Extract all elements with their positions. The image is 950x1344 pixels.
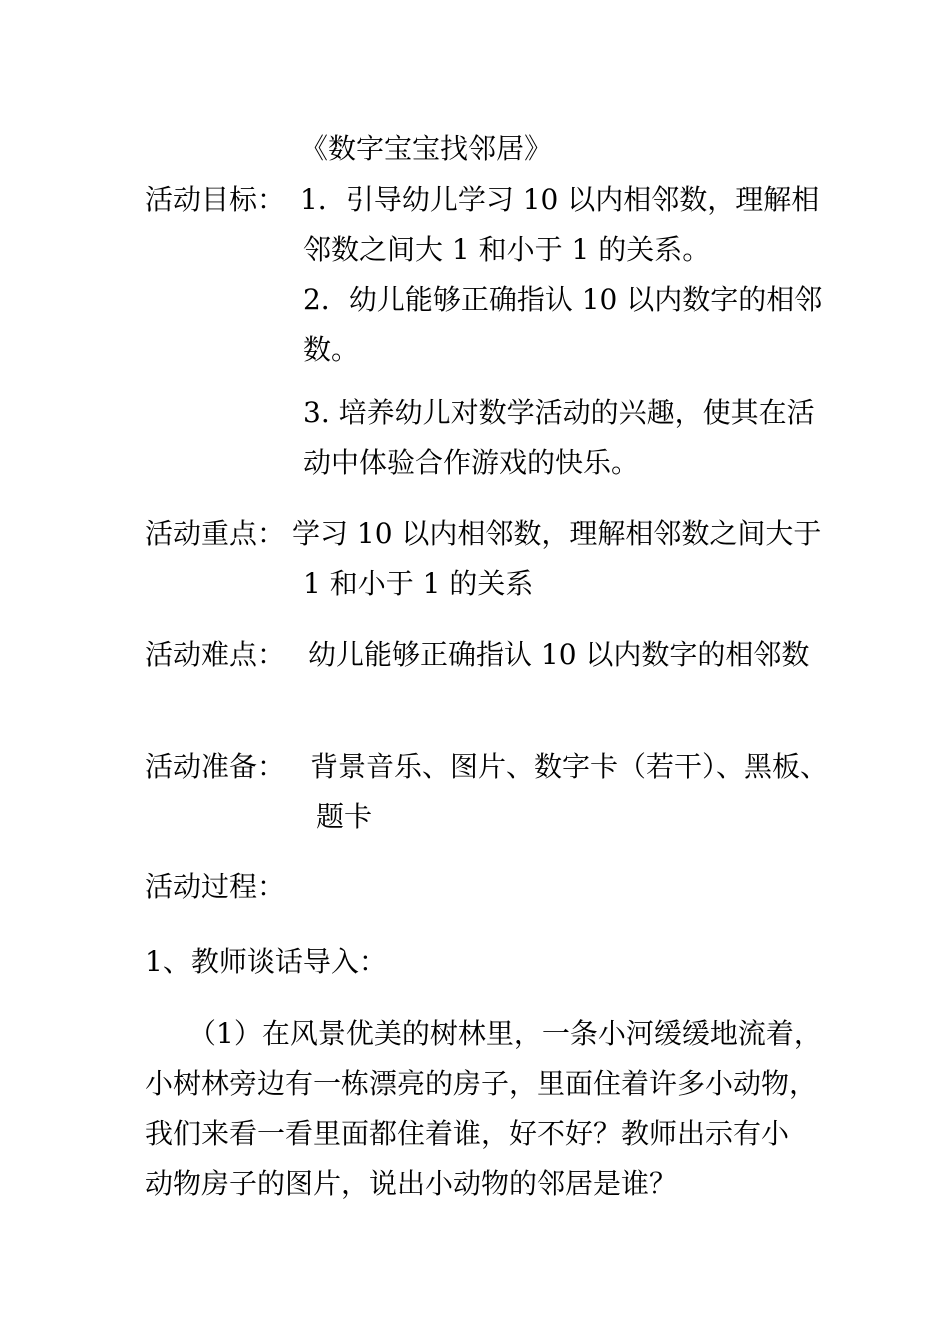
goal-2-line-1: 2．幼儿能够正确指认 10 以内数字的相邻 [303,283,823,316]
difficulty-text: 幼儿能够正确指认 10 以内数字的相邻数 [308,638,810,671]
document-title: 《数字宝宝找邻居》 [300,132,553,165]
goal-2-line-2: 数。 [303,333,360,366]
process-paragraph-line-2: 小树林旁边有一栋漂亮的房子，里面住着许多小动物， [145,1067,818,1100]
key-point-label: 活动重点： [145,517,286,550]
process-paragraph-line-1: （1）在风景优美的树林里，一条小河缓缓地流着， [188,1017,822,1050]
goals-label: 活动目标： [145,183,286,216]
process-paragraph-line-4: 动物房子的图片，说出小动物的邻居是谁？ [145,1167,678,1200]
process-label: 活动过程： [145,870,286,903]
key-point-line-1: 学习 10 以内相邻数，理解相邻数之间大于 [292,517,822,550]
goal-3-line-2: 动中体验合作游戏的快乐。 [303,446,640,479]
difficulty-label: 活动难点： [145,638,286,671]
preparation-line-2: 题卡 [316,800,373,833]
goal-1-line-1: 1．引导幼儿学习 10 以内相邻数，理解相 [300,183,820,216]
process-paragraph-line-3: 我们来看一看里面都住着谁，好不好？教师出示有小 [145,1117,790,1150]
preparation-label: 活动准备： [145,750,286,783]
goal-1-line-2: 邻数之间大 1 和小于 1 的关系。 [303,233,711,266]
process-step-1: 1、教师谈话导入： [145,945,387,978]
goal-3-line-1: 3. 培养幼儿对数学活动的兴趣，使其在活 [303,396,815,429]
key-point-line-2: 1 和小于 1 的关系 [303,567,534,600]
preparation-line-1: 背景音乐、图片、数字卡（若干）、黑板、 [310,750,829,783]
